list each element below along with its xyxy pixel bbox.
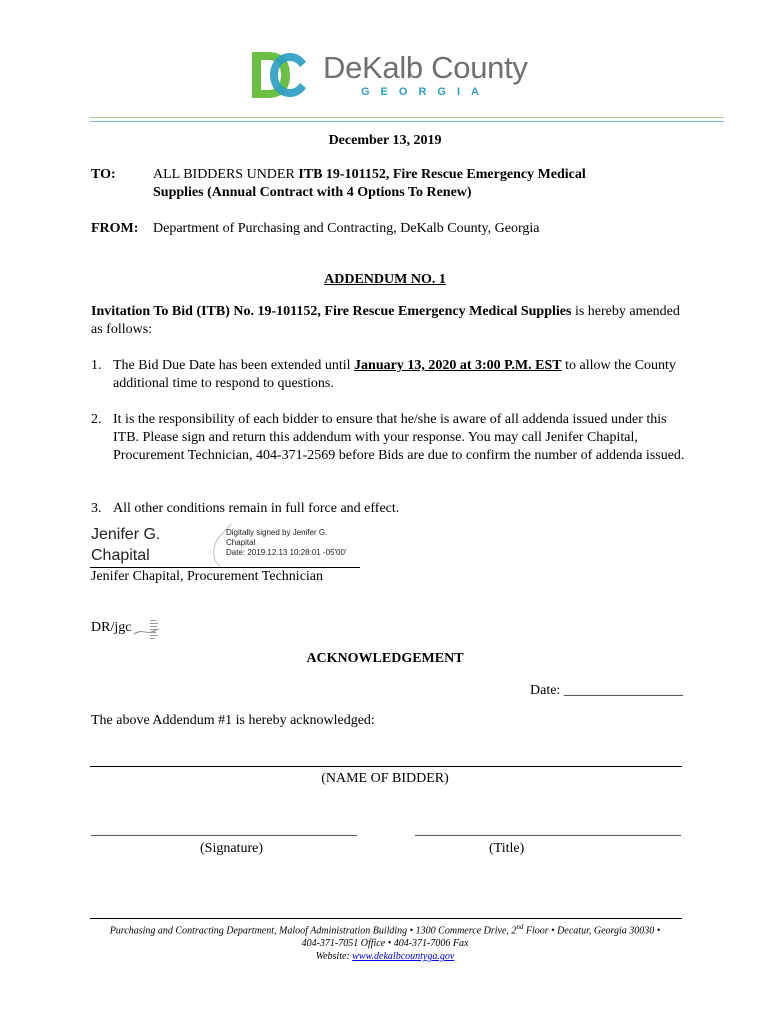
footer-website-link[interactable]: www.dekalbcountyga.gov: [352, 951, 455, 963]
list-item-number: 2.: [91, 412, 102, 427]
signature-name-line1: Jenifer G.: [91, 526, 161, 543]
to-recipients: [153, 166, 586, 202]
header-divider-green: [90, 117, 724, 118]
intro-bold: Invitation To Bid (ITB) No. 19-101152, Fire Rescue Emergency Medical Supplies: [91, 304, 572, 319]
to-line1-prefix: ALL BIDDERS UNDER: [153, 167, 299, 182]
digital-signature-info: [226, 528, 346, 558]
intro-rest: is hereby amended as follows:: [91, 304, 680, 337]
list-item-number: 3.: [91, 501, 102, 516]
list-item-text: It is the responsibility of each bidder to ensure that he/she is aware of all addenda issued under this ITB. Please sign and return this addendum with your response. You may call Jenifer Chapital, Procurement Technician, 404-371-2569 before Bids are due to confirm the number of addenda issued.: [113, 412, 685, 463]
digital-sig-line1: Digitally signed by Jenifer G.: [226, 528, 328, 537]
bidder-name-line: [90, 766, 682, 767]
footer-address: [0, 921, 770, 963]
acknowledgement-date-field: Date: _________________: [530, 683, 683, 698]
list-item: [91, 411, 691, 465]
list-item: [91, 500, 691, 518]
bidder-name-label: (NAME OF BIDDER): [321, 771, 449, 786]
list-item-text: [113, 357, 691, 393]
signature-name: [91, 524, 160, 566]
logo-county-name: DeKalb County: [323, 50, 528, 85]
memo-date: December 13, 2019: [328, 133, 442, 148]
footer-superscript: nd: [516, 923, 524, 931]
footer-line1-end: Floor • Decatur, Georgia 30030 •: [523, 925, 661, 937]
initials: DR/jgc: [91, 620, 132, 635]
signature-label: (Signature): [200, 841, 263, 856]
signature-blank: ______________________________________: [91, 823, 357, 838]
list-item-number: 1.: [91, 358, 102, 373]
title-blank: ______________________________________: [415, 823, 681, 838]
footer-divider: [90, 918, 682, 919]
dekalb-dc-logo-icon: [250, 50, 308, 100]
signature-name-line2: Chapital: [91, 547, 150, 564]
title-label: (Title): [489, 841, 525, 856]
from-text: Department of Purchasing and Contracting, DeKalb County, Georgia: [153, 221, 540, 236]
bid-due-date: January 13, 2020 at 3:00 P.M. EST: [354, 358, 562, 373]
signer-title: Jenifer Chapital, Procurement Technician: [91, 569, 324, 584]
footer-website-label: Website:: [315, 951, 353, 963]
logo-state-name: GEORGIA: [361, 86, 490, 98]
digital-sig-line2: Chapital: [226, 538, 256, 547]
list-item: [91, 357, 691, 393]
to-label: TO:: [91, 167, 116, 182]
addendum-title: ADDENDUM NO. 1: [324, 272, 446, 287]
to-line1-bold: ITB 19-101152, Fire Rescue Emergency Medical: [298, 167, 586, 182]
to-line2-bold: Supplies (Annual Contract with 4 Options To Renew): [153, 185, 472, 200]
from-label: FROM:: [91, 221, 139, 236]
footer-phone-fax: 404-371-7051 Office • 404-371-7006 Fax: [301, 938, 469, 950]
digital-sig-date: Date: 2019.12.13 10:28:01 -05'00': [226, 548, 347, 557]
acknowledgement-title: ACKNOWLEDGEMENT: [306, 651, 464, 666]
item-text-post: to allow the County additional time to respond to questions.: [113, 358, 676, 391]
header-divider-blue: [90, 121, 724, 122]
list-item-text: All other conditions remain in full force and effect.: [113, 501, 400, 516]
addendum-intro: [91, 303, 691, 339]
item-text-pre: The Bid Due Date has been extended until: [113, 358, 355, 373]
mini-signature-stamp-icon: [132, 618, 166, 644]
footer-line1: Purchasing and Contracting Department, Maloof Administration Building • 1300 Commerce Drive, 2: [109, 925, 517, 937]
acknowledgement-text: The above Addendum #1 is hereby acknowledged:: [91, 713, 375, 728]
